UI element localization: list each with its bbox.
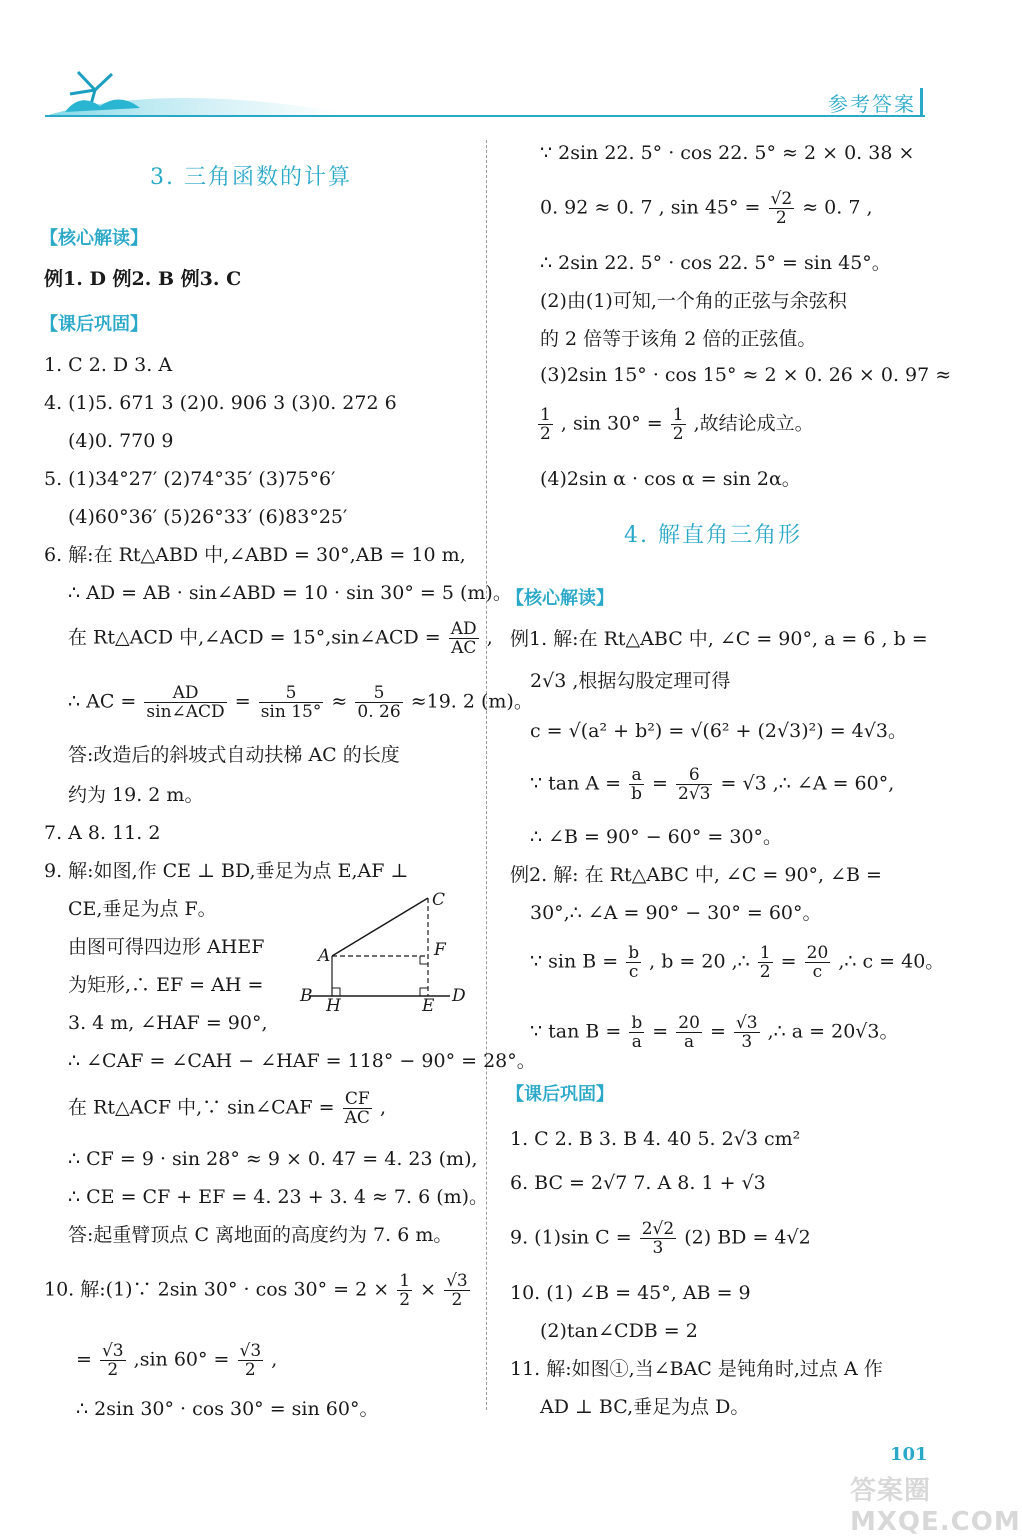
right-r6: (3)2sin 15° · cos 15° ≈ 2 × 0. 26 × 0. 97 ≈: [540, 364, 952, 386]
answer-10a: 10. 解:(1)∵ 2sin 30° · cos 30° = 2 × $\frac{1}{2}$ × $\frac{√3}{2}$: [44, 1271, 468, 1310]
tag-after-class-2: 【课后巩固】: [506, 1084, 614, 1105]
watermark: 答案圈 MXQE.COM: [850, 1476, 1021, 1537]
answer-9j: 答:起重臂顶点 C 离地面的高度约为 7. 6 m。: [68, 1224, 453, 1246]
diagram-label-d: D: [452, 986, 466, 1006]
answer-6b: ∴ AD = AB · sin∠ABD = 10 · sin 30° = 5 (m)。: [68, 582, 512, 604]
answer-6f: 约为 19. 2 m。: [68, 784, 204, 806]
example-1a: 例1. 解:在 Rt△ABC 中, ∠C = 90°, a = 6 , b =: [510, 628, 928, 650]
answer-r-11b: AD ⊥ BC,垂足为点 D。: [540, 1396, 750, 1418]
tag-core-interpretation: 【核心解读】: [40, 228, 148, 249]
page-number: 101: [890, 1444, 928, 1465]
tag-core-interpretation-2: 【核心解读】: [506, 588, 614, 609]
answer-4b: (4)0. 770 9: [68, 430, 174, 452]
diagram-label-e: E: [422, 996, 435, 1016]
answer-9b: CE,垂足为点 F。: [68, 898, 217, 920]
header-banner: [40, 62, 930, 124]
right-r8: (4)2sin α · cos α = sin 2α。: [540, 468, 801, 490]
diagram-label-c: C: [432, 890, 446, 910]
answer-4a: 4. (1)5. 671 3 (2)0. 906 3 (3)0. 272 6: [44, 392, 397, 414]
windmill-logo-icon: [40, 62, 930, 124]
diagram-label-b: B: [300, 986, 313, 1006]
example-1d: ∵ tan A = $\frac{a}{b}$ = $\frac{6}{2√3}$ = √3 ,∴ ∠A = 60°,: [530, 765, 895, 804]
answer-6e: 答:改造后的斜坡式自动扶梯 AC 的长度: [68, 744, 400, 766]
answer-r-9: 9. (1)sin C = $\frac{2√2}{3}$ (2) BD = 4√2: [510, 1219, 811, 1258]
column-divider: [486, 140, 487, 1410]
examples-answers: 例1. D 例2. B 例3. C: [44, 268, 242, 290]
example-2b: 30°,∴ ∠A = 90° − 30° = 60°。: [530, 902, 822, 924]
right-r2: 0. 92 ≈ 0. 7 , sin 45° = $\frac{√2}{2}$ ≈ 0. 7 ,: [540, 189, 873, 228]
diagram-label-h: H: [326, 996, 341, 1016]
answer-r-11a: 11. 解:如图①,当∠BAC 是钝角时,过点 A 作: [510, 1358, 883, 1380]
header-tab: [828, 88, 923, 117]
answer-r-1-5: 1. C 2. B 3. B 4. 40 5. 2√3 cm²: [510, 1128, 801, 1150]
answer-5b: (4)60°36′ (5)26°33′ (6)83°25′: [68, 506, 348, 528]
tag-after-class: 【课后巩固】: [40, 314, 148, 335]
answer-5a: 5. (1)34°27′ (2)74°35′ (3)75°6′: [44, 468, 336, 490]
answer-r-10a: 10. (1) ∠B = 45°, AB = 9: [510, 1282, 751, 1304]
answer-9d: 为矩形,∴ EF = AH =: [68, 974, 264, 996]
example-2c: ∵ sin B = $\frac{b}{c}$ , b = 20 ,∴ $\frac{1}{2}$ = $\frac{20}{c}$ ,∴ c = 40。: [530, 943, 945, 982]
answer-9i: ∴ CE = CF + EF = 4. 23 + 3. 4 ≈ 7. 6 (m)。: [68, 1186, 489, 1208]
answer-r-6-8: 6. BC = 2√7 7. A 8. 1 + √3: [510, 1172, 766, 1194]
answer-10b: = $\frac{√3}{2}$ ,sin 60° = $\frac{√3}{2}$ ,: [76, 1341, 278, 1380]
header-tab-label: 参考答案: [828, 92, 916, 116]
answer-6c: 在 Rt△ACD 中,∠ACD = 15°,sin∠ACD = $\frac{AD}{AC}$ ,: [68, 619, 493, 658]
example-1b: 2√3 ,根据勾股定理可得: [530, 670, 731, 692]
right-r5: 的 2 倍等于该角 2 倍的正弦值。: [540, 328, 817, 350]
answer-6d: ∴ AC = $\frac{AD}{\text{sin∠ACD}}$ = $\frac{5}{\sin 15^\circ}$ ≈ $\frac{5}{0. 26}$ ≈19. 2 (m)。: [68, 683, 533, 722]
answer-9g: 在 Rt△ACF 中,∵ sin∠CAF = $\frac{CF}{AC}$ ,: [68, 1089, 386, 1128]
answer-r-10b: (2)tan∠CDB = 2: [540, 1320, 698, 1342]
diagram-label-a: A: [318, 946, 331, 966]
answer-9e: 3. 4 m, ∠HAF = 90°,: [68, 1012, 268, 1034]
section-title-3: 3. 三角函数的计算: [150, 165, 352, 190]
answer-6a: 6. 解:在 Rt△ABD 中,∠ABD = 30°,AB = 10 m,: [44, 544, 466, 566]
answer-9a: 9. 解:如图,作 CE ⊥ BD,垂足为点 E,AF ⊥: [44, 860, 409, 882]
answer-9f: ∴ ∠CAF = ∠CAH − ∠HAF = 118° − 90° = 28°。: [68, 1050, 536, 1072]
answer-9c: 由图可得四边形 AHEF: [68, 936, 265, 958]
answer-7-8: 7. A 8. 11. 2: [44, 822, 161, 844]
answer-9h: ∴ CF = 9 · sin 28° ≈ 9 × 0. 47 = 4. 23 (m),: [68, 1148, 478, 1170]
example-1c: c = √(a² + b²) = √(6² + (2√3)²) = 4√3。: [530, 720, 907, 742]
diagram-label-f: F: [434, 940, 446, 960]
example-1e: ∴ ∠B = 90° − 60° = 30°。: [530, 826, 783, 848]
answer-1-3: 1. C 2. D 3. A: [44, 354, 173, 376]
section-title-4: 4. 解直角三角形: [624, 523, 802, 548]
example-2d: ∵ tan B = $\frac{b}{a}$ = $\frac{20}{a}$ = $\frac{√3}{3}$ ,∴ a = 20√3。: [530, 1013, 899, 1052]
right-r4: (2)由(1)可知,一个角的正弦与余弦积: [540, 290, 847, 312]
answer-10c: ∴ 2sin 30° · cos 30° = sin 60°。: [76, 1398, 379, 1420]
right-r3: ∴ 2sin 22. 5° · cos 22. 5° = sin 45°。: [540, 252, 891, 274]
right-r1: ∵ 2sin 22. 5° · cos 22. 5° ≈ 2 × 0. 38 ×: [540, 142, 915, 164]
example-2a: 例2. 解: 在 Rt△ABC 中, ∠C = 90°, ∠B =: [510, 864, 882, 886]
right-r7: $\frac{1}{2}$ , sin 30° = $\frac{1}{2}$ ,故结论成立。: [540, 405, 814, 444]
